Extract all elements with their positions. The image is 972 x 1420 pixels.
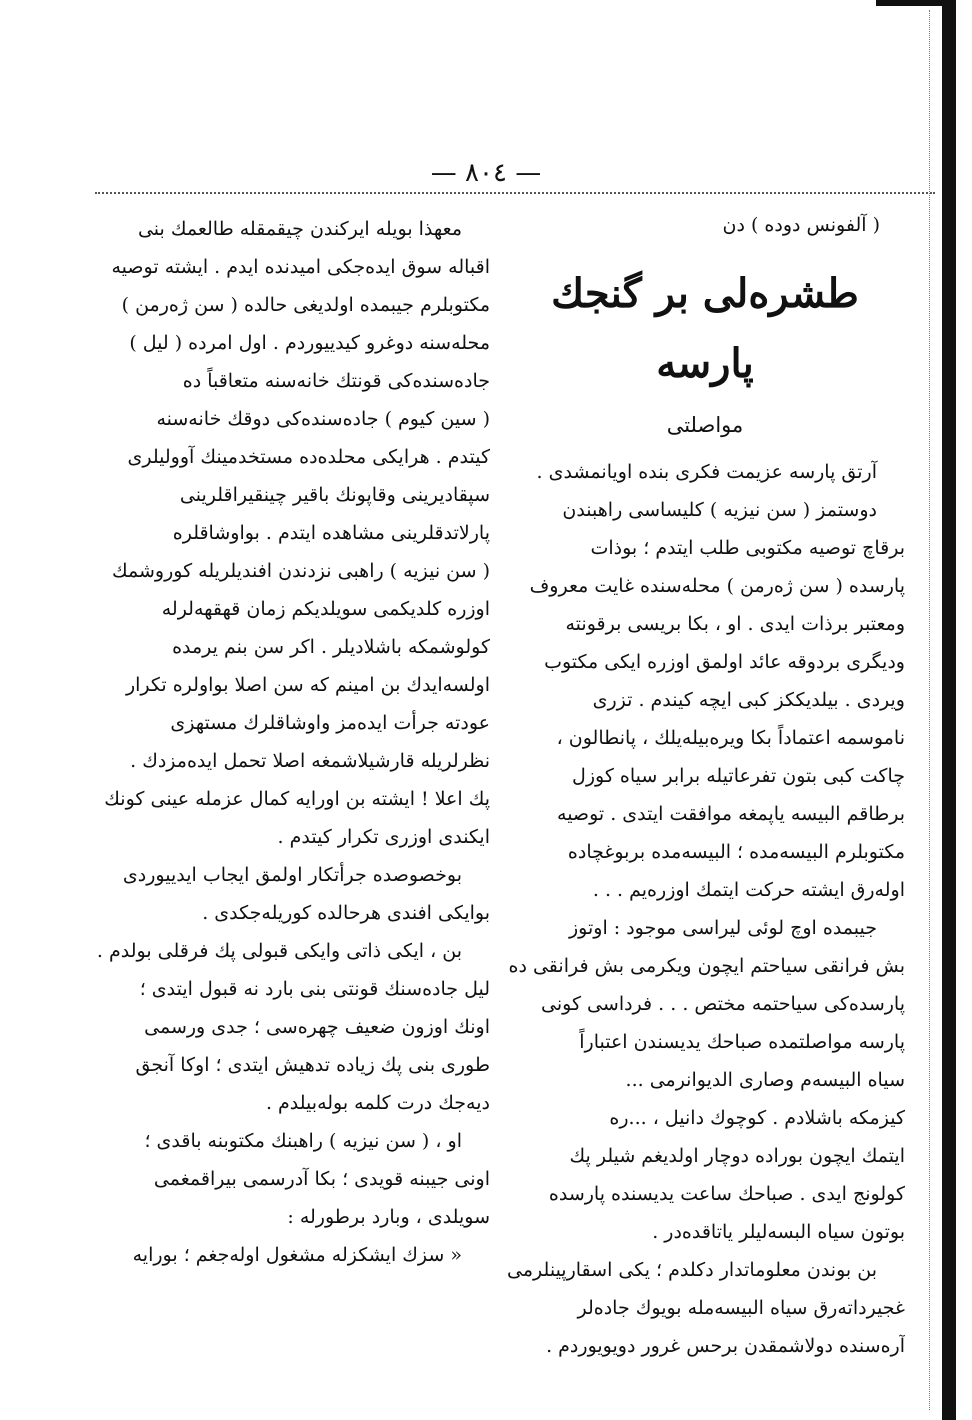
text-line: بن ، ایكی ذاتی وایكی قبولی پك فرقلی بولدم . [96,940,462,962]
text-line: اوله‌رق ایشته حركت ایتمك اوزره‌یم . . . [592,879,905,901]
text-line: ( سن نیزیه ) راهبی نزدندن افندیلریله كوروشمك [112,560,490,582]
text-line: آره‌سنده دولاشمقدن برحس غرور دویویوردم . [546,1335,905,1357]
text-line: جیبمده اوچ لوئی لیراسی موجود : اوتوز [569,917,877,939]
right-column-body [505,453,905,1365]
article-byline: ( آلفونس دوده ) دن [722,214,880,236]
text-line: اوزره كلدیكمی سویلدیكم زمان قهقهه‌لرله [161,598,490,620]
text-line: اقباله سوق ایده‌جكی امیدنده ایدم . ایشته توصیه [111,256,490,278]
text-line: جاده‌سنده‌كی قونتك خانه‌سنه متعاقباً ده [182,370,490,392]
text-line: ( سین كیوم ) جاده‌سنده‌كی دوقك خانه‌سنه [156,408,490,430]
paragraph [90,1236,490,1274]
text-line: اونك اوزون ضعیف چهره‌سی ؛ جدی ورسمی [144,1016,490,1038]
page-number: — ٨٠٤ — [430,158,542,188]
text-line: بوخصوصده جرأتكار اولمق ایجاب ایدییوردی [122,864,462,886]
text-line: عودته جرأت ایده‌مز واوشاقلرك مستهزی [170,712,490,734]
text-line: كولوشمكه باشلادیلر . اكر سن بنم یرمده [172,636,490,658]
text-line: دوستمز ( سن نیزیه ) كلیساسی راهبندن [562,499,877,521]
text-line: پارسه مواصلتمده صباحك یدیسندن اعتباراً [579,1031,905,1053]
text-line: سیاه البیسه‌م وصاری الدیوانرمی ... [625,1069,905,1091]
text-line: اونی جیبنه قویدی ؛ بكا آدرسمی بیراقمغمی [153,1168,490,1190]
text-line: اولسه‌ایدك بن امینم كه سن اصلا بواولره تكرار [125,674,490,696]
text-line: نظرلریله قارشیلاشمغه اصلا تحمل ایده‌مزدك . [130,750,490,772]
text-line: برقاچ توصیه مكتوبی طلب ایتدم ؛ بوذات [590,537,905,559]
text-line: بوتون سیاه البسه‌لیلر یاتاقده‌در . [652,1221,905,1243]
text-line: بن بوندن معلوماتدار دكلدم ؛ یكی اسقارپینلرمی [507,1259,877,1281]
text-line: مكتوبلرم البیسه‌مده ؛ البیسه‌مده بربوغچاده [567,841,905,863]
text-line: معهذا بویله ایركندن چیقمقله طالعمك بنی [137,218,462,240]
text-line: پارلاتدقلرینی مشاهده ایتدم . بواوشاقلره [172,522,490,544]
left-column-body [90,210,490,1274]
paragraph [90,210,490,856]
text-line: « سزك ایشكزله مشغول اوله‌جغم ؛ بورایه [132,1244,462,1266]
text-line: لیل جاده‌سنك قونتی بنی بارد نه قبول ایتدی ؛ [139,978,490,1000]
text-line: ناموسمه اعتماداً بكا ویره‌بیله‌یلك ، پانطالون ، [556,727,905,749]
text-line: پارسده‌كی سیاحتمه مختص . . . فرداسی كونی [541,993,905,1015]
text-line: كولونج ایدی . صباحك ساعت یدیسنده پارسده [548,1183,905,1205]
text-line: برطاقم البیسه یاپمغه موافقت ایتدی . توصیه [557,803,905,825]
text-line: كیتدم . هرایكی محلده‌ده مستخدمینك آوولیلری [127,446,490,468]
paragraph [505,491,905,909]
article-subtitle: مواصلتی [666,413,744,437]
scan-edge-shadow [942,0,956,1420]
text-line: او ، ( سن نیزیه ) راهبنك مكتوبنه باقدی ؛ [144,1130,462,1152]
text-line: ودیگری بردوقه عائد اولمق اوزره ایكی مكتوب [544,651,905,673]
text-line: دیه‌جك درت كلمه بوله‌بیلدم . [265,1092,490,1114]
text-line: سپقادیرینی وقاپونك باقیر چینقیراقلرینی [179,484,490,506]
text-line: كیزمكه باشلادم . كوچوك دانیل ، ...ره [609,1107,905,1129]
text-line: محله‌سنه دوغرو كیدییوردم . اول امرده ( لیل ) [129,332,490,354]
paragraph [505,453,905,491]
text-line: بوایكی افندی هرحالده كوریله‌جكدی . [202,902,490,924]
page-edge-dotted-line [929,10,930,1410]
text-line: ایتمك ایچون بوراده دوچار اولدیغم شیلر پك [569,1145,905,1167]
text-line: مكتوبلرم جیبمده اولدیغی حالده ( سن ژەرمن ) [121,294,490,316]
paragraph [505,909,905,1251]
left-column [90,210,490,1395]
paragraph [90,856,490,932]
text-line: غجیرداته‌رق سیاه البیسه‌مله بویوك جاده‌لر [577,1297,905,1319]
text-line: چاكت كبی بتون تفرعاتیله برابر سیاه كوزل [572,765,905,787]
text-line: ایكندی اوزری تكرار كیتدم . [277,826,490,848]
text-line: بش فرانقی سیاحتم ایچون ویكرمی بش فرانقی ده [508,955,905,977]
text-line: طوری بنی پك زیاده تدهیش ایتدی ؛ اوكا آنجق [135,1054,490,1076]
paragraph [505,1251,905,1365]
text-line: پك اعلا ! ایشته بن اورایه كمال عزمله عینی كونك [104,788,490,810]
text-line: ویردی . بیلدیككز كبی ایچه كیندم . تزری [592,689,905,711]
article-title: طشره‌لی بر گنجك پارسه [551,270,859,387]
paragraph [90,1122,490,1236]
text-line: سویلدی ، وبارد برطورله : [287,1206,490,1228]
paragraph [90,932,490,1122]
header-rule [95,192,935,194]
text-line: پارسده ( سن ژەرمن ) محله‌سنده غایت معروف [529,575,905,597]
text-line: آرتق پارسه عزیمت فكری بنده اویانمشدی . [536,461,877,483]
right-column [505,205,905,1395]
text-line: ومعتبر برذات ایدی . او ، بكا بریسی برقونته [565,613,905,635]
